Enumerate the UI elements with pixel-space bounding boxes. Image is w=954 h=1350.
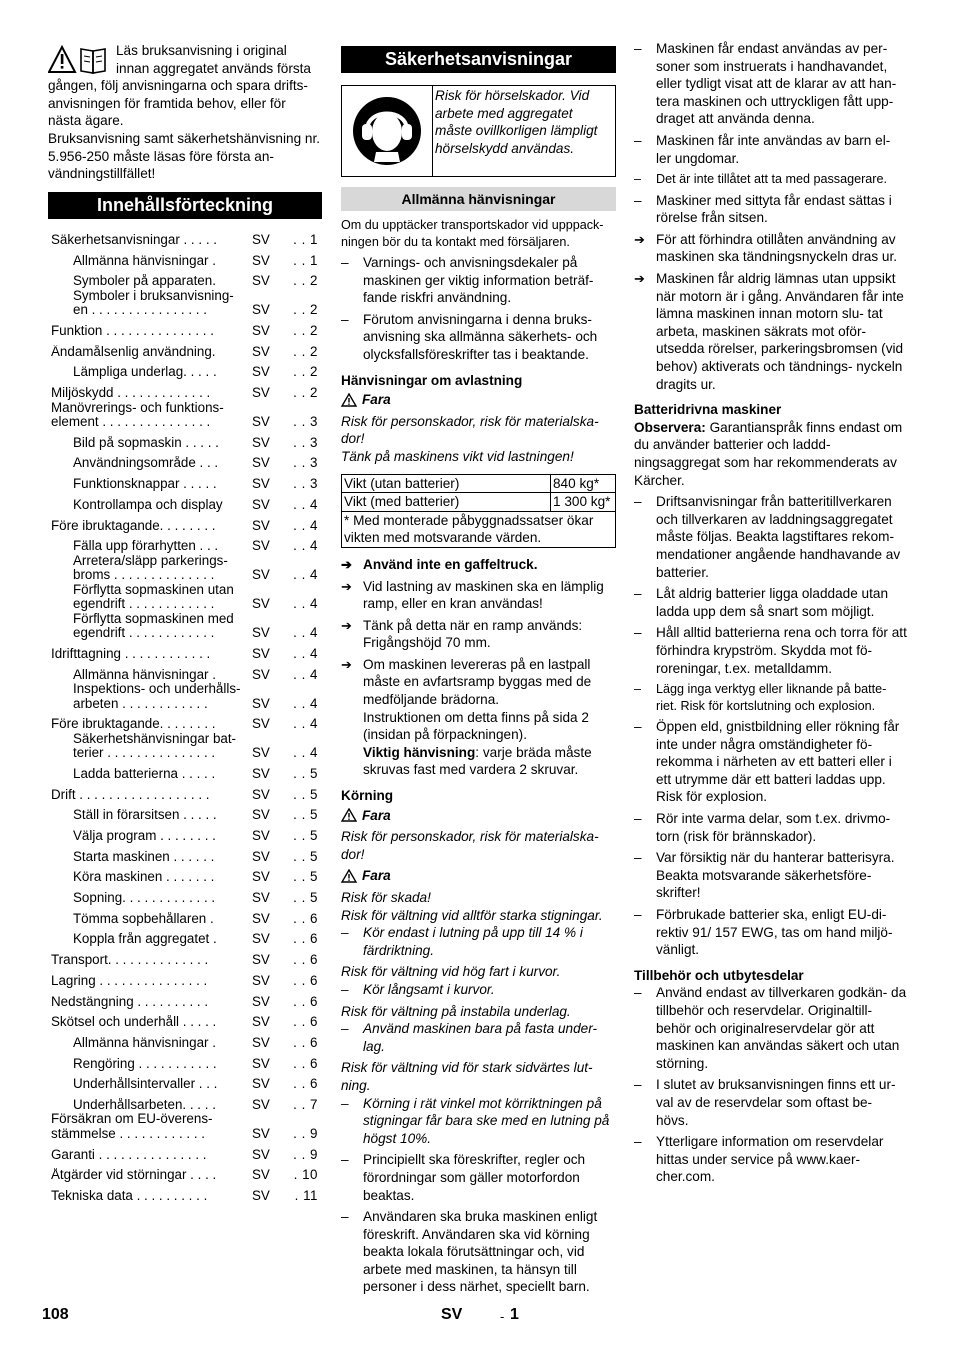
toc-entry[interactable]	[48, 947, 322, 968]
drive-risk: Risk för skada!	[341, 890, 431, 905]
toc-entry-language: SV	[252, 434, 270, 450]
warning-triangle-icon	[341, 393, 357, 407]
toc-entry-language: SV	[252, 1055, 270, 1071]
toc-entry-page: . . 2	[293, 273, 318, 289]
weight-label: Vikt (med batterier)	[342, 493, 551, 512]
drive-risk: Risk för vältning på instabila underlag.	[341, 1003, 571, 1019]
toc-entry-language: SV	[252, 1188, 270, 1203]
toc-entry[interactable]	[48, 823, 322, 844]
general-intro: Om du upptäcker transportskador vid upppack- ningen bör du ta kontakt med försäljaren.	[341, 218, 604, 249]
toc-entry[interactable]	[48, 682, 322, 711]
toc-entry-title: Funktionsknappar . . . . .	[73, 477, 217, 492]
toc-entry-title: Ändamålsenlig användning.	[51, 344, 216, 359]
toc-entry-language: SV	[252, 952, 270, 968]
toc-entry-title: Förflytta sopmaskinen utan egendrift . . . . . . . . . . . .	[73, 582, 234, 612]
toc-entry-language: SV	[252, 538, 270, 554]
arrow-icon: ➔	[341, 556, 352, 572]
battery-item: – Var försiktig när du hanterar batterisyra. Beakta motsvarande säkerhetsföre- skrifter!	[634, 849, 908, 902]
drive-item: – Användaren ska bruka maskinen enligt föreskrift. Användaren ska vid körning beakta lokala förutsättningar och, vid arbete med maskinen, ta hänsyn till personer i dess närhet, speciellt barn.	[341, 1208, 616, 1296]
toc-entry-page: . . 5	[293, 765, 318, 781]
toc-entry-title: Tömma sopbehållaren .	[73, 911, 214, 926]
toc-entry-language: SV	[252, 1146, 270, 1162]
danger-label: Fara	[341, 807, 616, 825]
toc-entry-page: . 10	[293, 1167, 318, 1183]
toc-entry-language: SV	[252, 496, 270, 512]
battery-title: Batteridrivna maskiner	[634, 402, 782, 418]
notice-text: Risk för hörselskador. Vid arbete med aggregatet måste ovillkorligen lämpligt hörselskydd användas.	[435, 88, 598, 156]
toc-entry[interactable]	[48, 641, 322, 662]
toc-entry-page: . . 6	[293, 1014, 318, 1030]
weight-label: Vikt (utan batterier)	[342, 474, 551, 493]
battery-item: – Håll alltid batterierna rena och torra för att förhindra krypström. Skydda mot fö- roreningar, t.ex. metalldamm.	[634, 624, 908, 677]
toc-entry-page: . . 6	[293, 1076, 318, 1092]
unload-arrow-item: ➔ Om maskinen levereras på en lastpall måste en avfartsramp byggas med de medföljande brädorna.	[341, 656, 592, 708]
toc-entry-page: . . 4	[293, 695, 318, 711]
toc-entry-title: Välja program . . . . . . . .	[73, 829, 216, 843]
accessories-title: Tillbehör och utbytesdelar	[634, 967, 804, 983]
toc-entry[interactable]	[48, 533, 322, 554]
toc-entry-page: . . 1	[293, 231, 318, 247]
toc-entry-title: Fälla upp förarhytten . . .	[73, 539, 219, 554]
toc-entry-title: Åtgärder vid störningar . . . .	[51, 1168, 217, 1183]
toc-entry-language: SV	[252, 455, 270, 471]
toc-entry-title: Säkerhetsanvisningar . . . . .	[51, 232, 217, 247]
toc-entry-title: Allmänna hänvisningar .	[73, 667, 216, 682]
toc-entry-language: SV	[252, 666, 270, 682]
toc-entry-language: SV	[252, 695, 270, 711]
warning-manual-icon	[48, 45, 110, 75]
toc-entry-page: . . 3	[293, 414, 318, 430]
toc-entry-title: Rengöring . . . . . . . . . . .	[73, 1056, 217, 1071]
toc-entry[interactable]	[48, 268, 322, 289]
battery-item: – Lägg inga verktyg eller liknande på batte- riet. Risk för kortslutning och explosion.	[634, 681, 908, 714]
toc-entry-language: SV	[252, 931, 270, 947]
toc-entry[interactable]	[48, 289, 322, 318]
operator-item: – Maskiner med sittyta får endast sättas i rörelse från sitsen.	[634, 192, 908, 227]
toc-entry[interactable]	[48, 1050, 322, 1071]
toc-entry-title: Säkerhetshänvisningar bat- terier . . . . . . . . . . . . . . .	[73, 731, 237, 761]
toc-title: Innehållsförteckning	[48, 192, 322, 219]
toc-entry-page: . . 4	[293, 716, 318, 732]
battery-item: – Öppen eld, gnistbildning eller rökning får inte under några omständigheter fö- rekomma i närheten av ett batteri eller i ett utrymme där ett batteri laddas upp. Risk för explosion.	[634, 718, 908, 806]
toc-entry-language: SV	[252, 1034, 270, 1050]
intro	[48, 42, 322, 183]
toc-entry[interactable]	[48, 1141, 322, 1162]
unload-risk: Tänk på maskinens vikt vid lastningen!	[341, 448, 574, 464]
toc-entry-page: . . 1	[293, 252, 318, 268]
toc-entry-title: Nedstängning . . . . . . . . . .	[51, 994, 209, 1009]
toc-entry-language: SV	[252, 517, 270, 533]
drive-item: – Principiellt ska föreskrifter, regler och förordningar som gäller motorfordon beaktas.	[341, 1151, 616, 1204]
toc-entry-title: Förflytta sopmaskinen med egendrift . . . . . . . . . . . .	[73, 611, 234, 641]
column-right	[634, 40, 908, 1186]
toc-entry[interactable]	[48, 906, 322, 927]
toc-entry-title: Användningsområde . . .	[73, 456, 219, 471]
toc-entry[interactable]	[48, 864, 322, 885]
toc-entry[interactable]	[48, 227, 322, 248]
toc-entry-title: Ställ in förarsitsen . . . . .	[73, 808, 217, 823]
toc-entry-title: Underhållsarbeten. . . . .	[73, 1097, 216, 1112]
toc-entry[interactable]	[48, 247, 322, 268]
toc-entry-title: Försäkran om EU-överens- stämmelse . . . . . . . . . . . .	[51, 1112, 213, 1141]
toc-entry[interactable]	[48, 926, 322, 947]
toc-entry-page: . . 4	[293, 645, 318, 661]
toc-entry-title: Starta maskinen . . . . . .	[73, 849, 215, 864]
toc-entry-language: SV	[252, 231, 270, 247]
accessories-item: – Använd endast av tillverkaren godkän- da tillbehör och reservdelar. Originaltill- behör och originalreservdelar gör att maskinen kan användas säkert och utan störning.	[634, 984, 908, 1072]
toc-entry-page: . . 5	[293, 828, 318, 843]
toc-entry-title: Garanti . . . . . . . . . . . . . . .	[51, 1147, 207, 1162]
toc-entry[interactable]	[48, 661, 322, 682]
toc-entry-language: SV	[252, 890, 270, 906]
toc-entry-page: . . 6	[293, 931, 318, 947]
unload-arrow-sub: Instruktionen om detta finns på sida 2 (insidan på förpackningen).	[363, 709, 589, 743]
toc-entry[interactable]	[48, 450, 322, 471]
toc-entry[interactable]	[48, 844, 322, 865]
footer-separator: -	[500, 1309, 505, 1324]
toc-entry-title: Ladda batterierna . . . . .	[73, 766, 216, 781]
general-item: – Förutom anvisningarna i denna bruks- anvisning ska allmänna säkerhets- och olycksfallsföreskrifter tas i beaktande.	[341, 311, 616, 364]
weight-value: 1 300 kg*	[551, 493, 616, 512]
toc-entry[interactable]	[48, 430, 322, 451]
toc-entry-language: SV	[252, 716, 270, 732]
toc-entry-page: . . 9	[293, 1125, 318, 1141]
toc-entry-page: . . 2	[293, 385, 318, 401]
toc-entry[interactable]	[48, 554, 322, 583]
toc-entry-title: Arretera/släpp parkerings- broms . . . . . . . . . . . . . .	[73, 553, 228, 583]
arrow-icon: ➔	[341, 578, 352, 594]
toc-entry-language: SV	[252, 1076, 270, 1092]
toc-entry-page: . . 3	[293, 476, 318, 492]
drive-instruction: – Kör långsamt i kurvor.	[341, 981, 616, 999]
operator-item: – Maskinen får inte användas av barn el- ler ungdomar.	[634, 132, 908, 167]
toc-entry-language: SV	[252, 625, 270, 641]
battery-item: – Driftsanvisningar från batteritillverkaren och tillverkaren av laddningsaggregatet måste följas. Beakta lagstiftares rekom- mendationer angående handhavande av batterier.	[634, 493, 908, 581]
toc-entry-title: Lagring . . . . . . . . . . . . . . .	[51, 973, 208, 988]
toc-entry-language: SV	[252, 765, 270, 781]
toc-entry-page: . . 4	[293, 517, 318, 533]
hearing-protection-notice	[341, 85, 616, 177]
operator-item: – Det är inte tillåtet att ta med passagerare.	[634, 171, 908, 188]
toc-entry-title: Inspektions- och underhålls- arbeten . . . . . . . . . . . .	[73, 682, 241, 711]
toc-entry-title: Bild på sopmaskin . . . . .	[73, 435, 219, 450]
toc-entry-title: Miljöskydd . . . . . . . . . . . . .	[51, 386, 211, 401]
toc-entry-page: . . 6	[293, 952, 318, 968]
general-item: – Varnings- och anvisningsdekaler på maskinen ger viktig information beträf- fande riskfri användning.	[341, 254, 616, 307]
table-of-contents	[48, 227, 322, 1204]
drive-instruction: – Använd maskinen bara på fasta under- lag.	[341, 1020, 616, 1055]
toc-entry-page: . . 4	[293, 496, 318, 512]
toc-entry-title: Symboler i bruksanvisning- en . . . . . . . . . . . . . . . .	[73, 288, 234, 318]
safety-title: Säkerhetsanvisningar	[341, 46, 616, 73]
arrow-icon: ➔	[634, 271, 645, 287]
toc-entry[interactable]	[48, 711, 322, 732]
unload-arrow-item: ➔ Använd inte en gaffeltruck.	[341, 556, 538, 572]
accessories-item: – Ytterligare information om reservdelar hittas under service på www.kaer- cher.com.	[634, 1133, 908, 1186]
toc-entry-page: . . 6	[293, 993, 318, 1009]
toc-entry-language: SV	[252, 302, 270, 318]
toc-entry-language: SV	[252, 910, 270, 926]
toc-entry[interactable]	[48, 1009, 322, 1030]
toc-entry[interactable]	[48, 885, 322, 906]
battery-item: – Låt aldrig batterier ligga oladdade utan ladda upp dem så snart som möjligt.	[634, 585, 908, 620]
toc-entry-page: . . 4	[293, 666, 318, 682]
toc-entry-page: . . 9	[293, 1146, 318, 1162]
unload-risk: Risk för personskador, risk för materialska- dor!	[341, 413, 599, 447]
toc-entry-page: . . 5	[293, 890, 318, 906]
toc-entry-title: Allmänna hänvisningar .	[73, 1035, 216, 1050]
toc-entry-language: SV	[252, 567, 270, 583]
toc-entry[interactable]	[48, 988, 322, 1009]
toc-entry-title: Köra maskinen . . . . . . .	[73, 870, 215, 885]
battery-item: – Förbrukade batterier ska, enligt EU-di- rektiv 91/ 157 EWG, tas om hand miljö- vänligt.	[634, 906, 908, 959]
toc-entry[interactable]	[48, 802, 322, 823]
toc-entry-language: SV	[252, 869, 270, 885]
drive-risk: Risk för personskador, risk för materialska- dor!	[341, 829, 599, 862]
unload-arrow-item: ➔ Tänk på detta när en ramp används: Frigångshöjd 70 mm.	[341, 617, 583, 651]
toc-entry-page: . . 4	[293, 538, 318, 554]
toc-entry[interactable]	[48, 612, 322, 641]
toc-entry-language: SV	[252, 343, 270, 359]
toc-entry[interactable]	[48, 512, 322, 533]
toc-entry[interactable]	[48, 1162, 322, 1183]
toc-entry[interactable]	[48, 1030, 322, 1051]
toc-entry-language: SV	[252, 252, 270, 268]
toc-entry-title: Skötsel och underhåll . . . . .	[51, 1015, 217, 1030]
toc-entry[interactable]	[48, 1112, 322, 1141]
operator-arrow-item: ➔ För att förhindra otillåten användning av maskinen ska tändningsnyckeln dras ur.	[634, 231, 898, 265]
toc-entry-language: SV	[252, 745, 270, 761]
toc-entry-title: Drift . . . . . . . . . . . . . . . . . .	[51, 787, 210, 802]
unload-important: Viktig hänvisning: varje bräda måste skruvas fast med varderа 2 skruvar.	[363, 744, 592, 778]
battery-item: – Rör inte varma delar, som t.ex. drivmo- torn (risk för brännskador).	[634, 810, 908, 845]
toc-entry[interactable]	[48, 1183, 322, 1204]
toc-entry-page: . . 6	[293, 1055, 318, 1071]
toc-entry-title: Koppla från aggregatet .	[73, 932, 217, 947]
toc-entry-language: SV	[252, 596, 270, 612]
danger-label: Fara	[341, 867, 616, 885]
unload-title: Hänvisningar om avlastning	[341, 372, 523, 388]
toc-entry-language: SV	[252, 1167, 270, 1183]
weight-note: * Med monterade påbyggnadssatser ökar vikten med motsvarande värden.	[342, 511, 616, 547]
danger-label: Fara	[341, 391, 616, 409]
toc-entry-title: Före ibruktagande. . . . . . . .	[51, 518, 216, 533]
intro-text-1: Läs bruksanvisning i original innan aggregatet används första gången, följ anvisningarna och spara drifts- anvisningen för framtida behov, eller för nästa ägare.	[48, 43, 311, 129]
toc-entry[interactable]	[48, 1071, 322, 1092]
warning-triangle-icon	[341, 869, 357, 883]
toc-entry-language: SV	[252, 273, 270, 289]
toc-entry-language: SV	[252, 1096, 270, 1112]
toc-entry[interactable]	[48, 781, 322, 802]
toc-entry-language: SV	[252, 414, 270, 430]
arrow-icon: ➔	[634, 231, 645, 247]
toc-entry-page: . . 6	[293, 910, 318, 926]
toc-entry-page: . . 3	[293, 434, 318, 450]
toc-entry-page: . . 5	[293, 807, 318, 823]
toc-entry[interactable]	[48, 380, 322, 401]
drive-risk: Risk för vältning vid alltför starka stigningar.	[341, 907, 603, 923]
toc-entry-page: . . 6	[293, 972, 318, 988]
footer-language: SV	[441, 1306, 463, 1323]
toc-entry-title: Idrifttagning . . . . . . . . . . . .	[51, 646, 211, 661]
weight-value: 840 kg*	[551, 474, 616, 493]
toc-entry[interactable]	[48, 732, 322, 761]
toc-entry[interactable]	[48, 359, 322, 380]
toc-entry-page: . . 5	[293, 848, 318, 864]
toc-entry-page: . . 5	[293, 869, 318, 885]
toc-entry-title: Före ibruktagande. . . . . . . .	[51, 717, 216, 732]
toc-entry-language: SV	[252, 807, 270, 823]
drive-instruction: – Körning i rät vinkel mot körriktningen på stigningar får bara ske med en lutning på högst 10%.	[341, 1095, 616, 1148]
toc-entry-language: SV	[252, 786, 270, 802]
toc-entry[interactable]	[48, 583, 322, 612]
toc-entry[interactable]	[48, 401, 322, 430]
toc-entry-title: Symboler på apparaten.	[73, 274, 216, 289]
toc-entry-title: Kontrollampa och display	[73, 497, 223, 512]
toc-entry-language: SV	[252, 645, 270, 661]
toc-entry-page: . . 7	[293, 1096, 318, 1112]
toc-entry-language: SV	[252, 385, 270, 401]
toc-entry-language: SV	[252, 972, 270, 988]
toc-entry-language: SV	[252, 364, 270, 380]
drive-risk: Risk för vältning vid hög fart i kurvor.	[341, 964, 561, 980]
toc-entry[interactable]	[48, 339, 322, 360]
toc-entry-language: SV	[252, 1014, 270, 1030]
toc-entry[interactable]	[48, 492, 322, 513]
toc-entry-page: . . 6	[293, 1034, 318, 1050]
footer-section-number: 1	[510, 1306, 519, 1323]
warning-triangle-icon	[341, 808, 357, 822]
toc-entry-page: . . 4	[293, 625, 318, 641]
toc-entry-language: SV	[252, 476, 270, 492]
toc-entry-page: . . 5	[293, 786, 318, 802]
intro-text-2: Bruksanvisning samt säkerhetshänvisning nr. 5.956-250 måste läsas före första an- vändningstillfället!	[48, 130, 321, 182]
toc-entry[interactable]	[48, 1092, 322, 1113]
toc-entry-language: SV	[252, 993, 270, 1009]
toc-entry-page: . . 2	[293, 364, 318, 380]
toc-entry-page: . . 3	[293, 455, 318, 471]
page-number: 108	[42, 1306, 69, 1323]
operator-arrow-item: ➔ Maskinen får aldrig lämnas utan uppsikt när motorn är i gång. Användaren får inte lämna maskinen innan motorn slu- tat arbeta, maskinen säkrats mot oför- utsedda rörelser, parkeringsbromsen (vid behov) aktiverats och tändnings- nyckeln dragits ur.	[634, 271, 904, 392]
arrow-icon: ➔	[341, 617, 352, 633]
drive-title: Körning	[341, 788, 394, 804]
toc-entry[interactable]	[48, 968, 322, 989]
toc-entry-title: Lämpliga underlag. . . . .	[73, 365, 217, 380]
toc-entry-page: . 11	[294, 1188, 318, 1203]
arrow-icon: ➔	[341, 656, 352, 672]
toc-entry-title: Transport. . . . . . . . . . . . . .	[51, 953, 209, 968]
toc-entry-title: Sopning. . . . . . . . . . . . .	[73, 891, 216, 906]
ear-protection-icon	[342, 86, 433, 176]
toc-entry[interactable]	[48, 318, 322, 339]
toc-entry-language: SV	[252, 828, 270, 843]
toc-entry-language: SV	[252, 1125, 270, 1141]
toc-entry-page: . . 2	[293, 343, 318, 359]
unload-arrow-item: ➔ Vid lastning av maskinen ska en lämplig ramp, eller en kran användas!	[341, 578, 604, 612]
toc-entry-language: SV	[252, 323, 270, 338]
toc-entry-page: . . 2	[293, 323, 318, 338]
column-middle	[341, 40, 616, 1296]
general-title: Allmänna hänvisningar	[341, 187, 616, 211]
toc-entry-language: SV	[252, 848, 270, 864]
drive-risk: Risk för vältning vid för stark sidvärtes lut- ning.	[341, 1060, 593, 1093]
toc-entry-title: Underhållsintervaller . . .	[73, 1077, 218, 1092]
toc-entry[interactable]	[48, 471, 322, 492]
toc-entry-page: . . 4	[293, 745, 318, 761]
toc-entry-page: . . 4	[293, 596, 318, 612]
toc-entry-title: Tekniska data . . . . . . . . . .	[51, 1189, 208, 1203]
column-left	[48, 40, 322, 1204]
toc-entry-title: Manövrerings- och funktions- element . . . . . . . . . . . . . . .	[51, 400, 224, 430]
toc-entry-title: Allmänna hänvisningar .	[73, 253, 216, 268]
accessories-item: – I slutet av bruksanvisningen finns ett ur- val av de reservdelar som oftast be- hövs.	[634, 1076, 908, 1129]
drive-instruction: – Kör endast i lutning på upp till 14 % i färdriktning.	[341, 924, 616, 959]
weight-table	[341, 474, 616, 548]
toc-entry[interactable]	[48, 761, 322, 782]
operator-item: – Maskinen får endast användas av per- soner som instruerats i handhavandet, eller tydligt visat att de klarar av att han- tera maskinen och uttryckligen fått upp- draget att använda denna.	[634, 40, 908, 128]
battery-observe: Observera: Garantianspråk finns endast om du använder batterier och laddd- ningsaggregat som har rekommenderats av Kärcher.	[634, 419, 903, 488]
toc-entry-title: Funktion . . . . . . . . . . . . . . .	[51, 324, 214, 338]
toc-entry-page: . . 2	[293, 302, 318, 318]
toc-entry-page: . . 4	[293, 567, 318, 583]
